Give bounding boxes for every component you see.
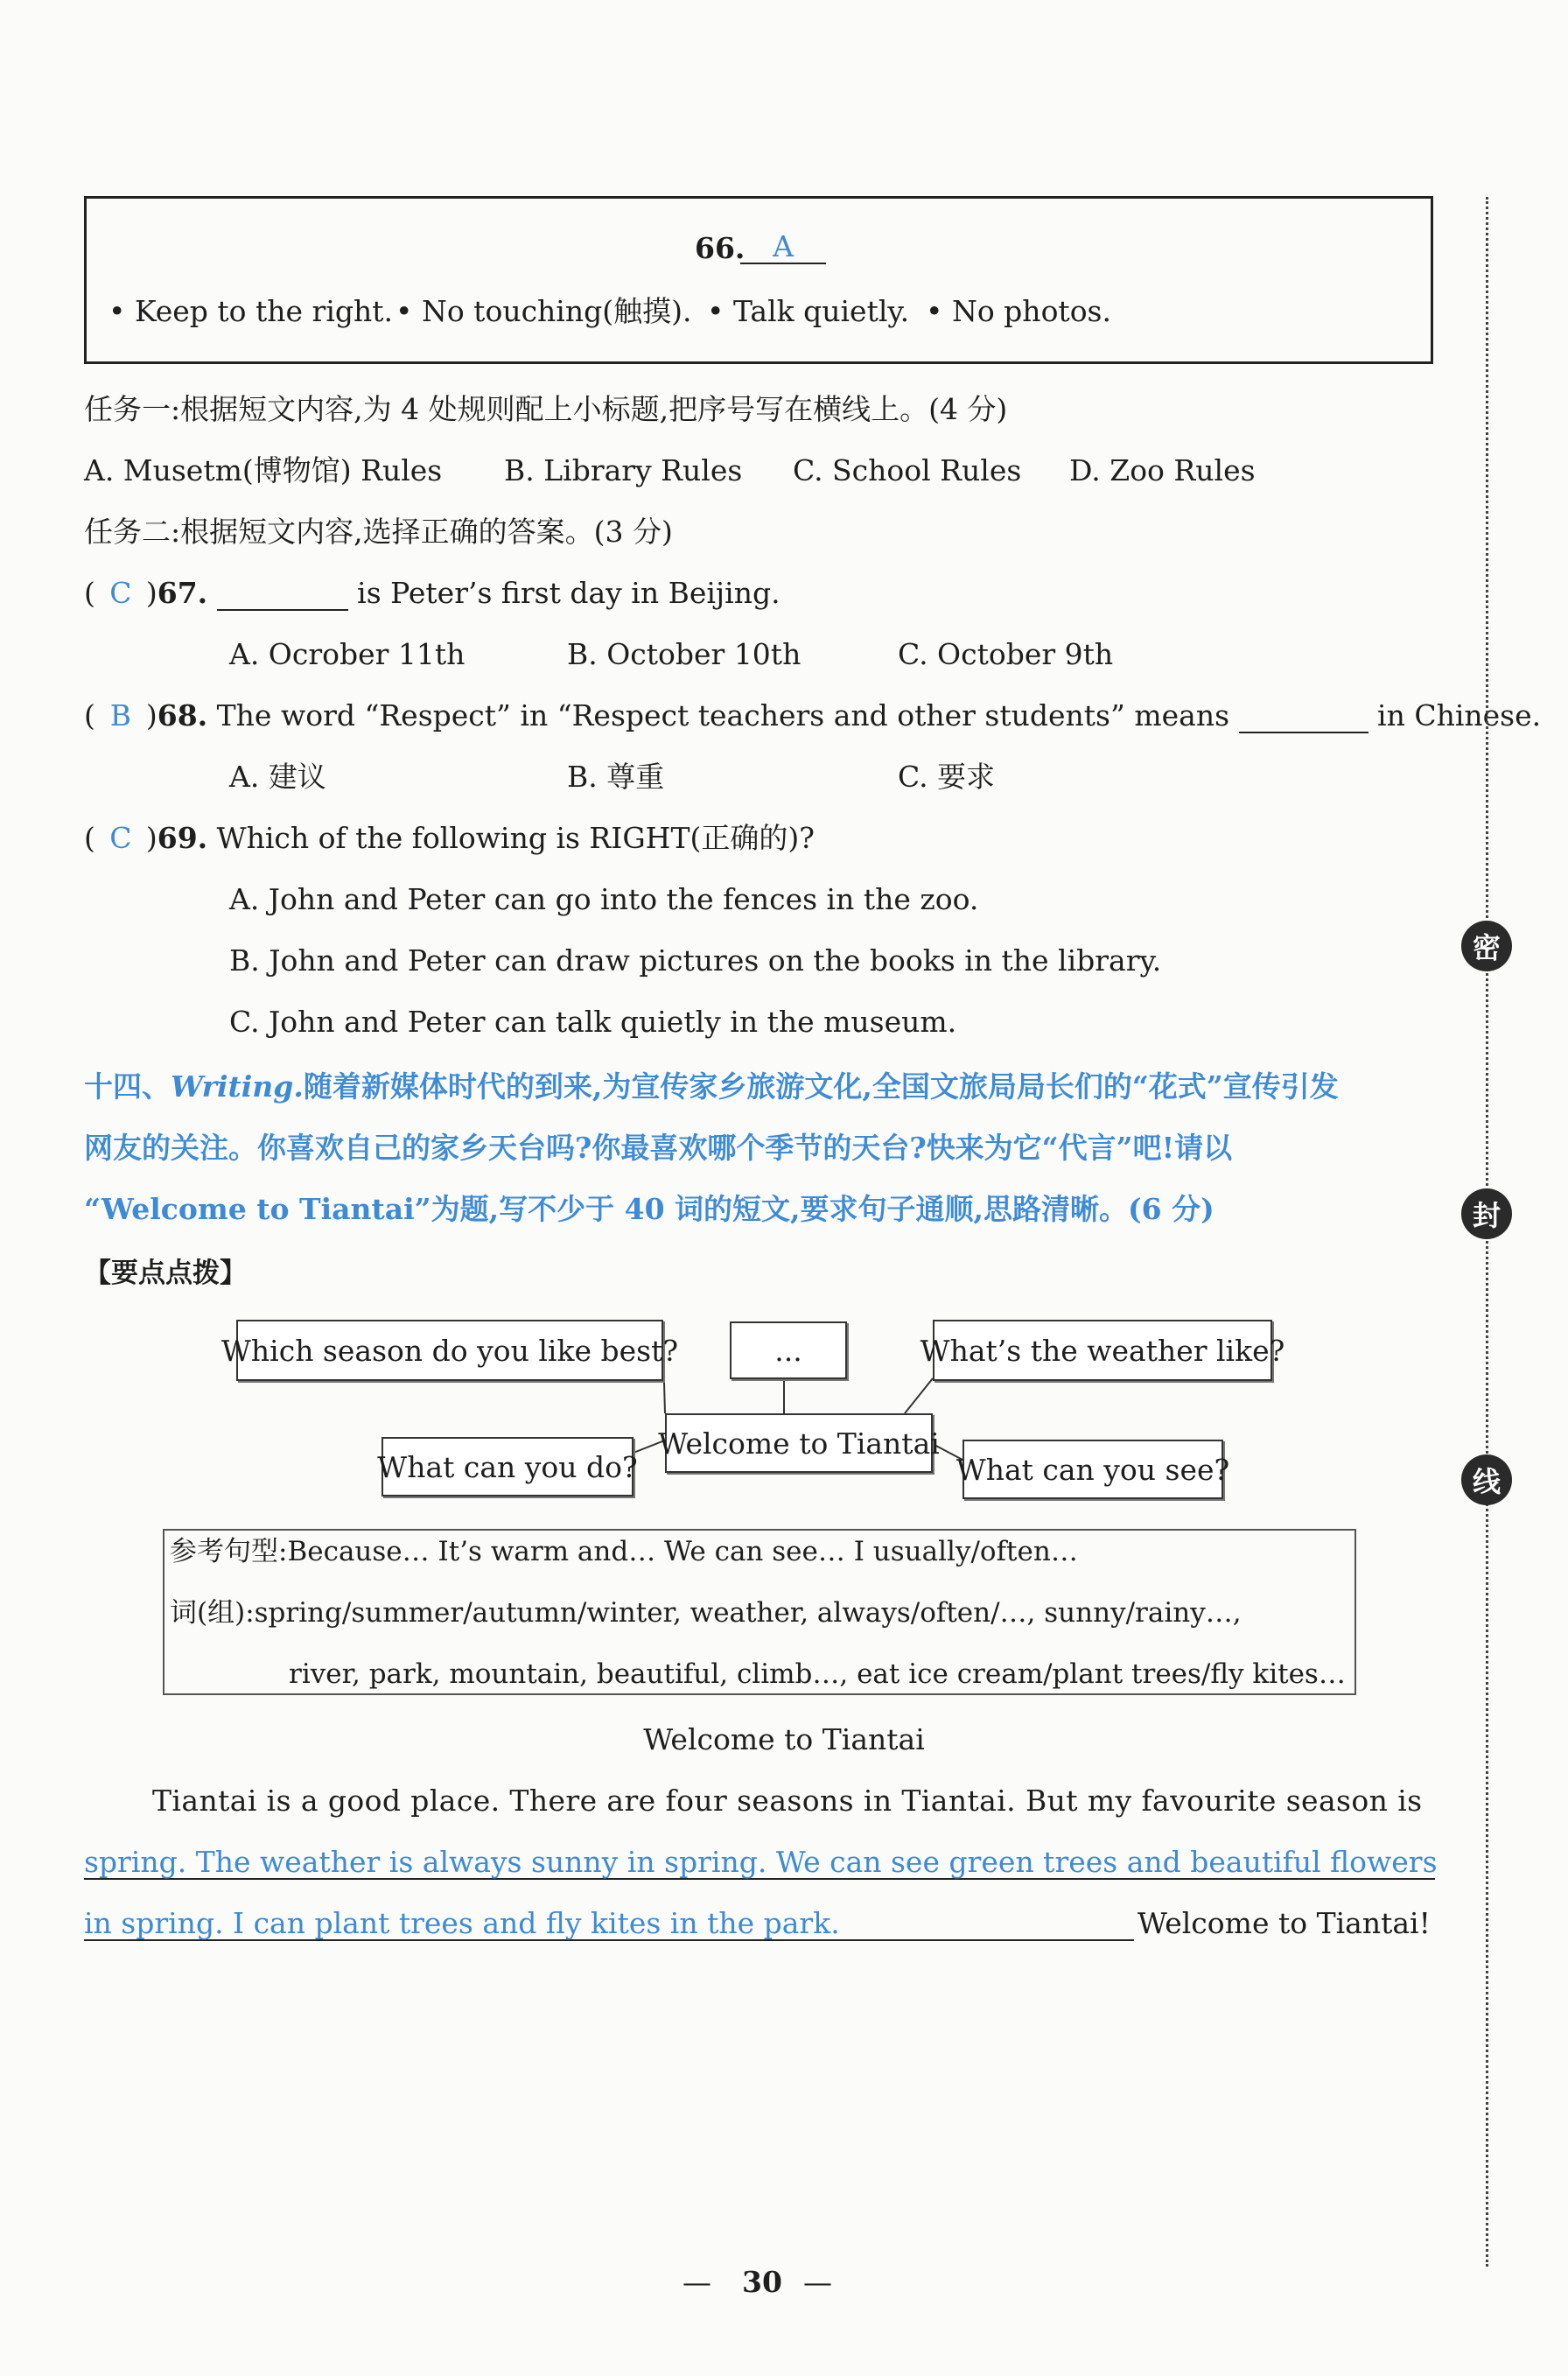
essay-title: Welcome to Tiantai: [643, 1722, 925, 1756]
q69-option: B. John and Peter can draw pictures on the books in the library.: [229, 943, 1162, 978]
q69-option: C. John and Peter can talk quietly in the museum.: [229, 1005, 957, 1039]
q68-option: A. 建议: [229, 760, 326, 794]
q69-answer: C: [109, 821, 132, 855]
essay-answer-line2: in spring. I can plant trees and fly kites in the park.: [84, 1908, 1134, 1941]
seal-mi: 密: [1461, 921, 1512, 971]
writing-prompt-line2: 网友的关注。你喜欢自己的家乡天台吗?你最喜欢哪个季节的天台?快来为它“代言”吧!请以: [84, 1131, 1233, 1165]
task1-option: D. Zoo Rules: [1069, 453, 1256, 487]
page-number: 30: [742, 2265, 782, 2299]
q68-option: C. 要求: [898, 760, 996, 794]
essay-line1: Tiantai is a good place. There are four seasons in Tiantai. But my favourite season is: [152, 1784, 1423, 1818]
task1-option: B. Library Rules: [504, 453, 743, 487]
writing-prompt-line1: 十四、Writing.随着新媒体时代的到来,为宣传家乡旅游文化,全国文旅局局长们的“花式”宣传引发: [84, 1069, 1339, 1104]
q68-option: B. 尊重: [567, 760, 665, 794]
ref-words-line2: river, park, mountain, beautiful, climb…, eat ice cream/plant trees/fly kites…: [289, 1658, 1346, 1690]
essay-ending: Welcome to Tiantai!: [1138, 1906, 1431, 1940]
ref-sentences: 参考句型:Because… It’s warm and… We can see… I usually/often…: [170, 1536, 1078, 1567]
ref-words-line1: 词(组):spring/summer/autumn/winter, weather, always/often/…, sunny/rainy…,: [170, 1597, 1242, 1629]
rule-item: • Keep to the right.: [108, 294, 394, 328]
essay-answer-line1: spring. The weather is always sunny in spring. We can see green trees and beautiful flowers: [84, 1845, 1438, 1879]
mindmap-node-ellipsis: ...: [730, 1321, 847, 1379]
q67-option: C. October 9th: [898, 637, 1114, 671]
task1-heading: 任务一:根据短文内容,为 4 处规则配上小标题,把序号写在横线上。(4 分): [84, 392, 1008, 426]
footer-dash: —: [682, 2265, 711, 2299]
q66-answer: A: [740, 231, 826, 264]
tips-heading: 【要点点拨】: [84, 1258, 247, 1289]
q69-option: A. John and Peter can go into the fences in the zoo.: [229, 882, 979, 916]
q69-row: ( C )69. Which of the following is RIGHT(正确的)?: [84, 821, 815, 855]
mindmap-node-weather: What’s the weather like?: [933, 1320, 1272, 1381]
q66-label: 66.: [695, 231, 746, 265]
q67-row: ( C )67. is Peter’s first day in Beijing.: [84, 576, 780, 610]
q67-option: A. Ocrober 11th: [229, 637, 466, 671]
writing-prompt-line3: “Welcome to Tiantai”为题,写不少于 40 词的短文,要求句子通顺,思路清晰。(6 分): [84, 1192, 1214, 1226]
task1-option: A. Musetm(博物馆) Rules: [84, 453, 443, 487]
task1-option: C. School Rules: [793, 453, 1022, 487]
connector-line: [905, 1378, 933, 1413]
rule-item: • No touching(触摸).: [396, 294, 692, 328]
q68-row: ( B )68. The word “Respect” in “Respect teachers and other students” means in Chinese.: [84, 698, 1542, 732]
rule-item: • No photos.: [926, 294, 1111, 328]
mindmap-node-see: What can you see?: [962, 1440, 1223, 1499]
q68-answer: B: [109, 698, 131, 732]
seal-feng: 封: [1461, 1188, 1512, 1239]
seal-xian: 线: [1461, 1454, 1512, 1505]
footer-dash: —: [803, 2265, 832, 2299]
q67-option: B. October 10th: [567, 637, 802, 671]
rule-item: • Talk quietly.: [707, 294, 910, 328]
mindmap-node-do: What can you do?: [382, 1437, 634, 1496]
mindmap-center: Welcome to Tiantai: [665, 1413, 933, 1473]
q67-answer: C: [109, 576, 132, 610]
mindmap-node-season: Which season do you like best?: [236, 1320, 663, 1381]
task2-heading: 任务二:根据短文内容,选择正确的答案。(3 分): [84, 515, 673, 549]
